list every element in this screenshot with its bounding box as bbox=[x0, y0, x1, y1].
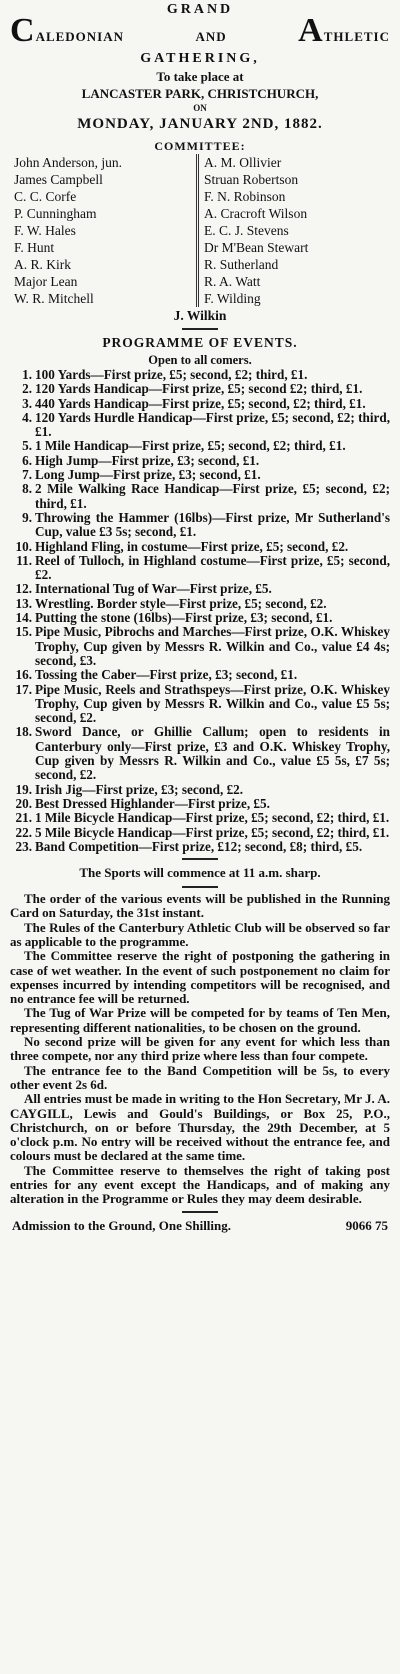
event-number: 3. bbox=[22, 395, 32, 411]
event-item bbox=[10, 725, 390, 782]
event-item bbox=[10, 611, 390, 625]
committee-member: F. W. Hales bbox=[14, 223, 76, 238]
event-number: 10. bbox=[15, 538, 32, 554]
note-paragraph: No second prize will be given for any event for which less than three compete, nor any third prize where less than four compete. bbox=[10, 1034, 390, 1064]
sports-start-time: The Sports will commence at 11 a.m. sharp. bbox=[79, 865, 321, 881]
committee-member: James Campbell bbox=[14, 172, 103, 187]
committee-right-column bbox=[196, 154, 386, 307]
event-date: MONDAY, JANUARY 2ND, 1882. bbox=[77, 116, 323, 132]
event-text: 1 Mile Bicycle Handicap—First prize, £5; second, £2; third, £1. bbox=[35, 810, 390, 826]
heading-and: AND bbox=[195, 29, 227, 44]
event-number: 21. bbox=[15, 810, 32, 826]
event-text: 120 Yards Handicap—First prize, £5; second £2; third, £1. bbox=[35, 381, 363, 397]
event-item bbox=[10, 411, 390, 440]
event-item bbox=[10, 811, 390, 825]
event-text: Tossing the Caber—First prize, £3; second, £1. bbox=[35, 667, 298, 683]
committee-member: W. R. Mitchell bbox=[14, 291, 94, 306]
event-text: Pipe Music, Reels and Strathspeys—First prize, O.K. Whiskey Trophy, Cup given by Messrs R. Wilkin and Co., value £5 5s; second, £2. bbox=[35, 681, 390, 726]
event-item bbox=[10, 783, 390, 797]
event-number: 12. bbox=[15, 581, 32, 597]
committee-member: Major Lean bbox=[14, 274, 78, 289]
note-paragraph: The Tug of War Prize will be competed for by teams of Ten Men, representing different nationalities, to be chosen on the ground. bbox=[10, 1005, 390, 1035]
event-text: 440 Yards Handicap—First prize, £5; second, £2; third, £1. bbox=[35, 395, 366, 411]
event-number: 13. bbox=[15, 595, 32, 611]
venue: LANCASTER PARK, CHRISTCHURCH, bbox=[81, 86, 319, 101]
event-text: International Tug of War—First prize, £5. bbox=[35, 581, 272, 597]
event-item bbox=[10, 582, 390, 596]
heading-gathering: GATHERING, bbox=[140, 51, 260, 66]
divider bbox=[182, 858, 218, 860]
committee-left-column bbox=[14, 154, 196, 307]
event-text: 100 Yards—First prize, £5; second, £2; third, £1. bbox=[35, 367, 308, 382]
event-item bbox=[10, 554, 390, 583]
heading-caledonian-athletic bbox=[10, 12, 390, 50]
event-item bbox=[10, 826, 390, 840]
athletic-initial: A bbox=[298, 12, 324, 49]
event-text: Irish Jig—First prize, £3; second, £2. bbox=[35, 781, 244, 797]
event-text: Pipe Music, Pibrochs and Marches—First prize, O.K. Whiskey Trophy, Cup given by Messrs R. Wilkin and Co., value £4 4s; second, £3. bbox=[35, 624, 390, 668]
heading-athletic bbox=[298, 12, 390, 50]
event-item bbox=[10, 468, 390, 482]
event-item bbox=[10, 683, 390, 726]
event-text: Reel of Tulloch, in Highland costume—First prize, £5; second, £2. bbox=[35, 552, 390, 583]
committee-last-member: J. Wilkin bbox=[173, 308, 227, 323]
event-number: 20. bbox=[15, 795, 32, 811]
divider bbox=[182, 328, 218, 330]
event-text: Band Competition—First prize, £12; second, £8; third, £5. bbox=[35, 838, 363, 854]
committee-member: A. M. Ollivier bbox=[204, 155, 282, 170]
committee-member: F. N. Robinson bbox=[204, 189, 286, 204]
event-text: 5 Mile Bicycle Handicap—First prize, £5; second, £2; third, £1. bbox=[35, 824, 390, 840]
event-text: Wrestling. Border style—First prize, £5; second, £2. bbox=[35, 595, 327, 611]
committee-member: F. Wilding bbox=[204, 291, 261, 306]
heading-caledonian bbox=[10, 12, 125, 50]
committee-member: R. Sutherland bbox=[204, 257, 279, 272]
event-number: 15. bbox=[15, 624, 32, 640]
event-text: 120 Yards Hurdle Handicap—First prize, £5; second, £2; third, £1. bbox=[35, 409, 390, 440]
event-number: 9. bbox=[22, 509, 32, 525]
committee-member: Dr M'Bean Stewart bbox=[204, 240, 309, 255]
event-number: 16. bbox=[15, 667, 32, 683]
on-label: ON bbox=[193, 103, 207, 113]
event-item bbox=[10, 397, 390, 411]
athletic-rest: THLETIC bbox=[323, 29, 390, 44]
committee-member: P. Cunningham bbox=[14, 206, 97, 221]
event-text: Best Dressed Highlander—First prize, £5. bbox=[35, 795, 270, 811]
event-number: 18. bbox=[15, 724, 32, 740]
advertisement bbox=[10, 0, 390, 1674]
event-number: 7. bbox=[22, 467, 32, 483]
event-item bbox=[10, 797, 390, 811]
committee-member: A. Cracroft Wilson bbox=[204, 206, 308, 221]
programme-subheading: Open to all comers. bbox=[148, 353, 252, 367]
committee-member: F. Hunt bbox=[14, 240, 55, 255]
committee-member: E. C. J. Stevens bbox=[204, 223, 289, 238]
events-list bbox=[10, 368, 390, 854]
divider bbox=[182, 1211, 218, 1213]
event-text: Sword Dance, or Ghillie Callum; open to residents in Canterbury only—First prize, £3 and O.K. Whiskey Trophy, Cup given by Messrs R. Wilkin and Co., value £5 5s, £7 5s; second, £2. bbox=[35, 724, 390, 783]
to-take-place: To take place at bbox=[156, 69, 244, 84]
event-text: Long Jump—First prize, £3; second, £1. bbox=[35, 467, 261, 483]
committee-member: C. C. Corfe bbox=[14, 189, 77, 204]
note-paragraph: The order of the various events will be published in the Running Card on Saturday, the 31st instant. bbox=[10, 891, 390, 921]
event-number: 19. bbox=[15, 781, 32, 797]
event-number: 4. bbox=[22, 409, 32, 425]
event-number: 8. bbox=[22, 481, 32, 497]
footer bbox=[10, 1217, 390, 1234]
event-number: 17. bbox=[15, 681, 32, 697]
note-paragraph: The Rules of the Canterbury Athletic Club will be observed so far as applicable to the programme. bbox=[10, 919, 390, 949]
event-text: 2 Mile Walking Race Handicap—First prize, £5; second, £2; third, £1. bbox=[35, 481, 390, 511]
event-item bbox=[10, 597, 390, 611]
event-text: Highland Fling, in costume—First prize, £5; second, £2. bbox=[35, 538, 349, 554]
admission-line: Admission to the Ground, One Shilling. bbox=[12, 1217, 232, 1233]
caledonian-rest: ALEDONIAN bbox=[35, 29, 125, 44]
event-item bbox=[10, 439, 390, 453]
event-item bbox=[10, 511, 390, 540]
event-item bbox=[10, 840, 390, 854]
note-paragraph: All entries must be made in writing to the Hon Secretary, Mr J. A. CAYGILL, Lewis and Gould's Buildings, or Box 25, P.O., Christchurch, on or before Thursday, the 29th December, at 5 o'clock p.m. No entry will be received without the entrance fee, and colours must be declared at the same time. bbox=[10, 1091, 390, 1164]
event-item bbox=[10, 368, 390, 382]
event-text: High Jump—First prize, £3; second, £1. bbox=[35, 452, 260, 468]
event-number: 2. bbox=[22, 381, 32, 397]
committee-list bbox=[14, 154, 386, 307]
event-item bbox=[10, 668, 390, 682]
event-number: 23. bbox=[15, 838, 32, 854]
committee-member: Struan Robertson bbox=[204, 172, 299, 187]
committee-member: John Anderson, jun. bbox=[14, 155, 122, 170]
event-number: 1. bbox=[22, 367, 32, 382]
event-item bbox=[10, 382, 390, 396]
heading-grand: GRAND bbox=[166, 2, 234, 17]
notes bbox=[10, 892, 390, 1207]
reference-number: 9066 75 bbox=[345, 1217, 388, 1233]
committee-member: R. A. Watt bbox=[204, 274, 261, 289]
divider bbox=[182, 886, 218, 888]
note-paragraph: The entrance fee to the Band Competition will be 5s, to every other event 2s 6d. bbox=[10, 1062, 390, 1092]
event-item bbox=[10, 482, 390, 511]
event-number: 11. bbox=[16, 552, 32, 568]
programme-heading: PROGRAMME OF EVENTS. bbox=[102, 335, 298, 350]
event-text: 1 Mile Handicap—First prize, £5; second, £2; third, £1. bbox=[35, 438, 346, 454]
event-number: 5. bbox=[22, 438, 32, 454]
event-number: 14. bbox=[15, 610, 32, 626]
note-paragraph: The Committee reserve to themselves the right of taking post entries for any event except the Handicaps, and of making any alteration in the Programme or Rules they may deem desirable. bbox=[10, 1162, 390, 1207]
event-number: 6. bbox=[22, 452, 32, 468]
event-text: Putting the stone (16lbs)—First prize, £3; second, £1. bbox=[35, 610, 333, 626]
event-item bbox=[10, 625, 390, 668]
caledonian-initial: C bbox=[10, 12, 36, 49]
event-number: 22. bbox=[15, 824, 32, 840]
committee-member: A. R. Kirk bbox=[14, 257, 71, 272]
event-item bbox=[10, 454, 390, 468]
committee-heading: COMMITTEE: bbox=[154, 139, 246, 153]
note-paragraph: The Committee reserve the right of postponing the gathering in case of wet weather. In the event of such postponement no claim for expenses incurred by intending competitors will be recognised, and no entrance fee will be returned. bbox=[10, 948, 390, 1007]
event-text: Throwing the Hammer (16lbs)—First prize, Mr Sutherland's Cup, value £3 5s; second, £1. bbox=[35, 509, 390, 540]
event-item bbox=[10, 540, 390, 554]
